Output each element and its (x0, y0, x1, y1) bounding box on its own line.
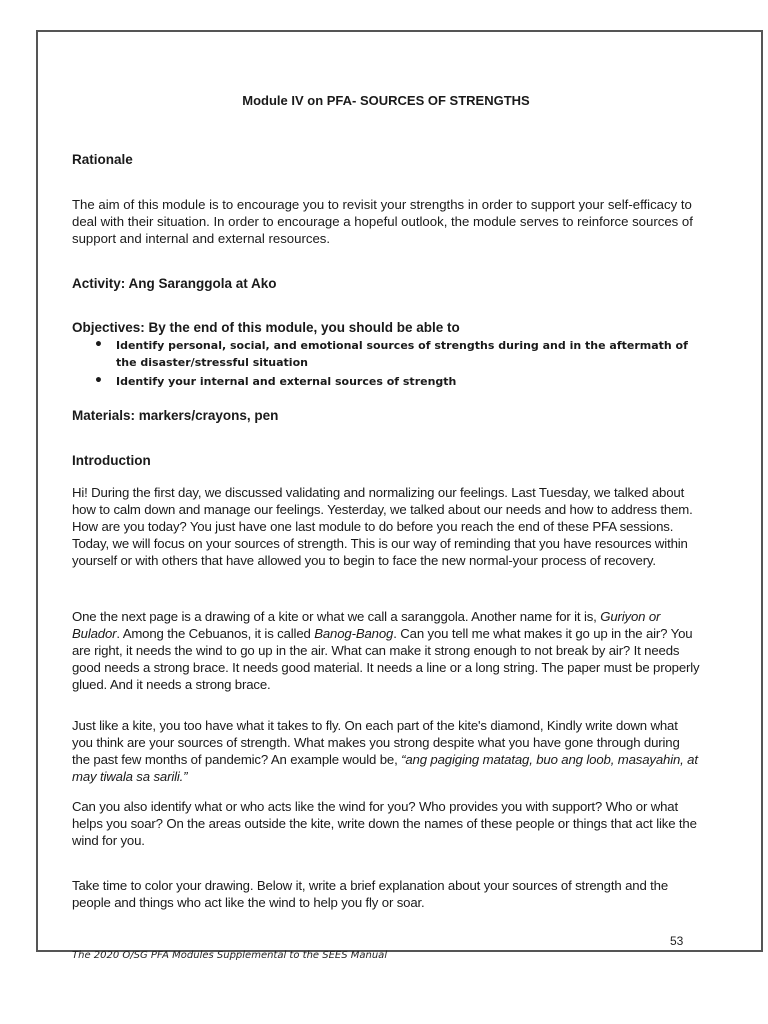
footer-text: The 2020 O/SG PFA Modules Supplemental to the SEES Manual (72, 950, 388, 961)
text-run: One the next page is a drawing of a kite or what we call a saranggola. Another name for it is, (72, 609, 601, 624)
intro-paragraph-3 (72, 717, 700, 785)
activity-heading: Activity: Ang Saranggola at Ako (72, 276, 277, 291)
text-run: Just like a kite, you too have what it takes to fly. On each part of the kite's diamond, Kindly write down what you think are your sources of strength. What makes you strong despite what you have gone through during the past few months of pandemic? An example would be, (72, 718, 680, 767)
intro-paragraph-4: Can you also identify what or who acts like the wind for you? Who provides you with support? Who or what helps you soar? On the areas outside the kite, write down the names of these people or things that act like the wind for you. (72, 799, 697, 848)
text-run-italic: Guriyon or Bulador (72, 609, 661, 641)
introduction-heading: Introduction (72, 453, 151, 468)
objective-item: • Identify your internal and external sources of strength (94, 373, 694, 390)
rationale-heading: Rationale (72, 152, 133, 167)
intro-paragraph-5: Take time to color your drawing. Below it, write a brief explanation about your sources of strength and the people and things who act like the wind to help you fly or soar. (72, 878, 669, 910)
rationale-text: The aim of this module is to encourage you to revisit your strengths in order to support your self-efficacy to deal with their situation. In order to encourage a hopeful outlook, the module serves to reinforce sources of support and internal and external resources. (72, 197, 693, 246)
objectives-list (94, 337, 694, 390)
intro-paragraph-2 (72, 608, 700, 693)
document-title: Module IV on PFA- SOURCES OF STRENGTHS (242, 93, 530, 108)
text-run-italic: Banog-Banog (314, 626, 394, 641)
text-run: . Among the Cebuanos, it is called (116, 626, 315, 641)
text-run-italic: “ang pagiging matatag, buo ang loob, masayahin, at may tiwala sa sarili.” (72, 752, 698, 784)
page-number: 53 (670, 934, 684, 948)
objectives-heading: Objectives: By the end of this module, you should be able to (72, 320, 460, 335)
materials-heading: Materials: markers/crayons, pen (72, 408, 279, 423)
intro-paragraph-1: Hi! During the first day, we discussed validating and normalizing our feelings. Last Tuesday, we talked about how to calm down and manage our feelings. Yesterday, we talked about our needs and how to address them. How are you today? You just have one last module to do before you reach the end of these PFA sessions. Today, we will focus on your sources of strength. This is our way of reminding that you have resources within yourself or with others that have allowed you to begin to face the new normal-your process of recovery. (72, 485, 693, 568)
text-run: . Can you tell me what makes it go up in the air? You are right, it needs the wind to go up in the air. What can make it strong enough to not break by air? It needs good needs a strong brace. It needs good material. It needs a line or a long string. The paper must be properly glued. And it needs a strong brace. (72, 626, 700, 692)
objective-item: • Identify personal, social, and emotional sources of strengths during and in the aftermath of the disaster/stressful situation (94, 337, 694, 371)
